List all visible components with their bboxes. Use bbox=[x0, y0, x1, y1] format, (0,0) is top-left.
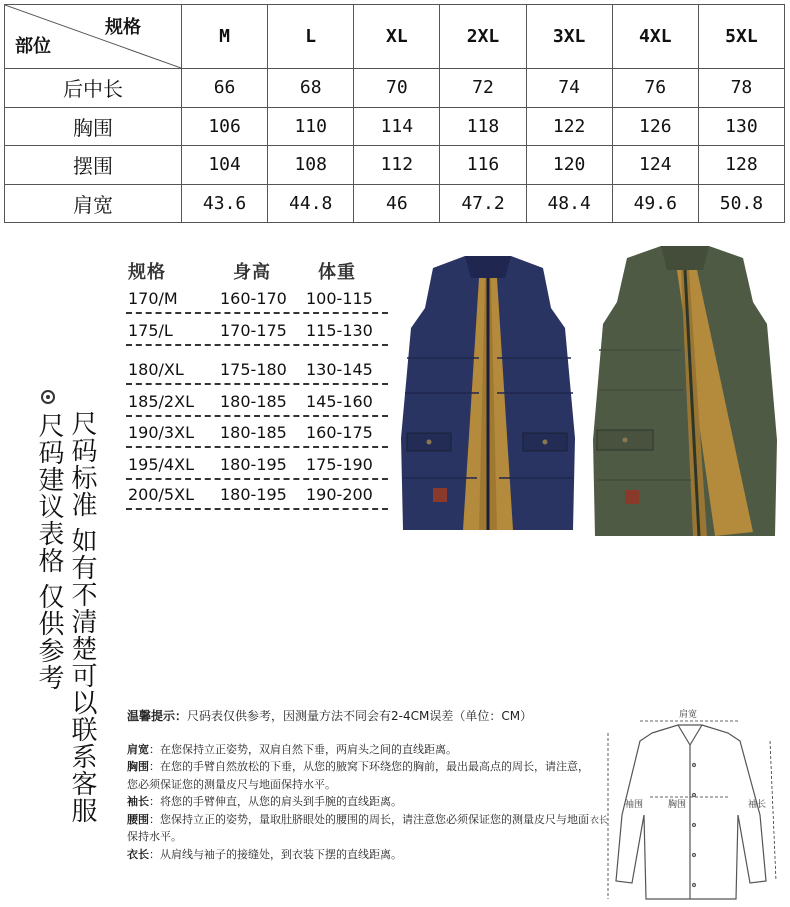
table-row bbox=[5, 184, 785, 223]
rec-row bbox=[126, 316, 388, 348]
rec-row bbox=[126, 355, 388, 387]
tip-text: ：将您的手臂伸直，从您的肩头到手腕的直线距离。 bbox=[149, 795, 402, 808]
rec-cell-height: 180-185 bbox=[220, 392, 287, 411]
table-cell: 112 bbox=[354, 146, 440, 185]
tip-item bbox=[127, 741, 597, 759]
rec-header-weight: 体重 bbox=[318, 262, 356, 283]
table-cell: 78 bbox=[698, 69, 784, 108]
rec-cell-weight: 160-175 bbox=[306, 423, 373, 442]
rec-cell-size: 200/5XL bbox=[128, 485, 194, 504]
tip-term: 腰围 bbox=[127, 812, 149, 826]
tip-text: ：在您保持立正姿势，双肩自然下垂，两肩头之间的直线距离。 bbox=[149, 742, 457, 756]
size-col-header: XL bbox=[354, 5, 440, 69]
table-cell: 43.6 bbox=[182, 184, 268, 223]
table-cell: 49.6 bbox=[612, 184, 698, 223]
rec-cell-height: 175-180 bbox=[220, 360, 287, 379]
side-note-reference: 尺码建议表格 仅供参考 bbox=[34, 412, 64, 692]
tip-text: ：从肩线与袖子的接缝处，到衣装下摆的直线距离。 bbox=[149, 847, 402, 861]
tip-item bbox=[127, 758, 597, 793]
tip-text: ：您保持立正的姿势，量取肚脐眼处的腰围的周长，请注意您必须保证您的测量皮尺与地面保持水平。 bbox=[127, 812, 589, 843]
rec-cell-weight: 130-145 bbox=[306, 360, 373, 379]
tip-term: 肩宽 bbox=[127, 742, 149, 756]
table-cell: 72 bbox=[440, 69, 526, 108]
rec-cell-weight: 175-190 bbox=[306, 455, 373, 474]
table-cell: 68 bbox=[268, 69, 354, 108]
diagram-label-sleeve-width: 袖围 bbox=[625, 800, 644, 810]
table-cell: 110 bbox=[268, 107, 354, 146]
rec-cell-size: 195/4XL bbox=[128, 455, 194, 474]
table-cell: 48.4 bbox=[526, 184, 612, 223]
table-cell: 128 bbox=[698, 146, 784, 185]
diagram-label-shoulder: 肩宽 bbox=[679, 710, 698, 720]
rec-row bbox=[126, 450, 388, 482]
navy-vest-image bbox=[393, 248, 583, 538]
table-cell: 122 bbox=[526, 107, 612, 146]
table-cell: 118 bbox=[440, 107, 526, 146]
tip-text: ：在您的手臂自然放松的下垂，从您的腋窝下环绕您的胸前，最出最高点的周长，请注意，您必须保证您的测量皮尺与地面保持水平。 bbox=[127, 760, 589, 791]
rec-row bbox=[126, 284, 388, 316]
tip-term: 衣长 bbox=[127, 847, 149, 861]
corner-label-size: 规格 bbox=[105, 17, 141, 38]
table-cell: 130 bbox=[698, 107, 784, 146]
size-col-header: 3XL bbox=[526, 5, 612, 69]
table-cell: 116 bbox=[440, 146, 526, 185]
rec-row bbox=[126, 418, 388, 450]
table-cell: 106 bbox=[182, 107, 268, 146]
rec-cell-weight: 100-115 bbox=[306, 289, 373, 308]
size-chart-table bbox=[4, 4, 785, 223]
diagram-label-sleeve-length: 袖长 bbox=[748, 800, 767, 810]
rec-header-size: 规格 bbox=[128, 262, 166, 283]
table-cell: 114 bbox=[354, 107, 440, 146]
green-vest-image bbox=[585, 240, 785, 540]
tip-item bbox=[127, 793, 597, 811]
table-cell: 47.2 bbox=[440, 184, 526, 223]
table-row bbox=[5, 107, 785, 146]
tip-item bbox=[127, 811, 597, 846]
table-cell: 66 bbox=[182, 69, 268, 108]
tips-title-label: 温馨提示： bbox=[127, 709, 188, 723]
size-col-header: 5XL bbox=[698, 5, 784, 69]
shirt-measurement-diagram bbox=[590, 705, 790, 905]
table-cell: 120 bbox=[526, 146, 612, 185]
rec-cell-size: 185/2XL bbox=[128, 392, 194, 411]
rec-row bbox=[126, 480, 388, 512]
row-label: 胸围 bbox=[5, 107, 182, 146]
diagram-label-length: 衣长 bbox=[590, 816, 609, 826]
size-col-header: M bbox=[182, 5, 268, 69]
measurement-tips bbox=[127, 708, 597, 863]
table-cell: 76 bbox=[612, 69, 698, 108]
tip-item bbox=[127, 846, 597, 864]
side-note-size-standard: 尺码标准 如有不清楚可以联系客服 bbox=[67, 410, 97, 825]
diagram-label-chest: 胸围 bbox=[668, 800, 687, 810]
row-label: 肩宽 bbox=[5, 184, 182, 223]
table-cell: 74 bbox=[526, 69, 612, 108]
table-cell: 108 bbox=[268, 146, 354, 185]
size-col-header: 2XL bbox=[440, 5, 526, 69]
rec-cell-size: 190/3XL bbox=[128, 423, 194, 442]
tip-term: 袖长 bbox=[127, 795, 149, 808]
rec-cell-weight: 145-160 bbox=[306, 392, 373, 411]
table-cell: 104 bbox=[182, 146, 268, 185]
rec-cell-height: 180-195 bbox=[220, 485, 287, 504]
rec-cell-size: 170/M bbox=[128, 289, 178, 308]
row-label: 后中长 bbox=[5, 69, 182, 108]
rec-cell-size: 175/L bbox=[128, 321, 173, 340]
size-header-row bbox=[5, 5, 785, 69]
tips-title bbox=[127, 708, 597, 726]
table-row bbox=[5, 69, 785, 108]
rec-row bbox=[126, 387, 388, 419]
rec-cell-height: 180-195 bbox=[220, 455, 287, 474]
rec-cell-size: 180/XL bbox=[128, 360, 184, 379]
rec-cell-weight: 115-130 bbox=[306, 321, 373, 340]
table-row bbox=[5, 146, 785, 185]
radio-bullet-icon bbox=[41, 390, 55, 404]
table-cell: 126 bbox=[612, 107, 698, 146]
rec-cell-height: 160-170 bbox=[220, 289, 287, 308]
rec-cell-height: 170-175 bbox=[220, 321, 287, 340]
table-cell: 50.8 bbox=[698, 184, 784, 223]
rec-header-height: 身高 bbox=[233, 262, 271, 283]
rec-cell-weight: 190-200 bbox=[306, 485, 373, 504]
row-label: 摆围 bbox=[5, 146, 182, 185]
tip-term: 胸围 bbox=[127, 760, 149, 773]
table-cell: 124 bbox=[612, 146, 698, 185]
rec-cell-height: 180-185 bbox=[220, 423, 287, 442]
table-corner-cell bbox=[5, 5, 182, 69]
size-col-header: L bbox=[268, 5, 354, 69]
tips-title-text: 尺码表仅供参考，因测量方法不同会有2-4CM误差（单位：CM） bbox=[187, 709, 533, 723]
table-cell: 44.8 bbox=[268, 184, 354, 223]
size-col-header: 4XL bbox=[612, 5, 698, 69]
corner-label-part: 部位 bbox=[15, 36, 51, 57]
table-cell: 70 bbox=[354, 69, 440, 108]
table-cell: 46 bbox=[354, 184, 440, 223]
